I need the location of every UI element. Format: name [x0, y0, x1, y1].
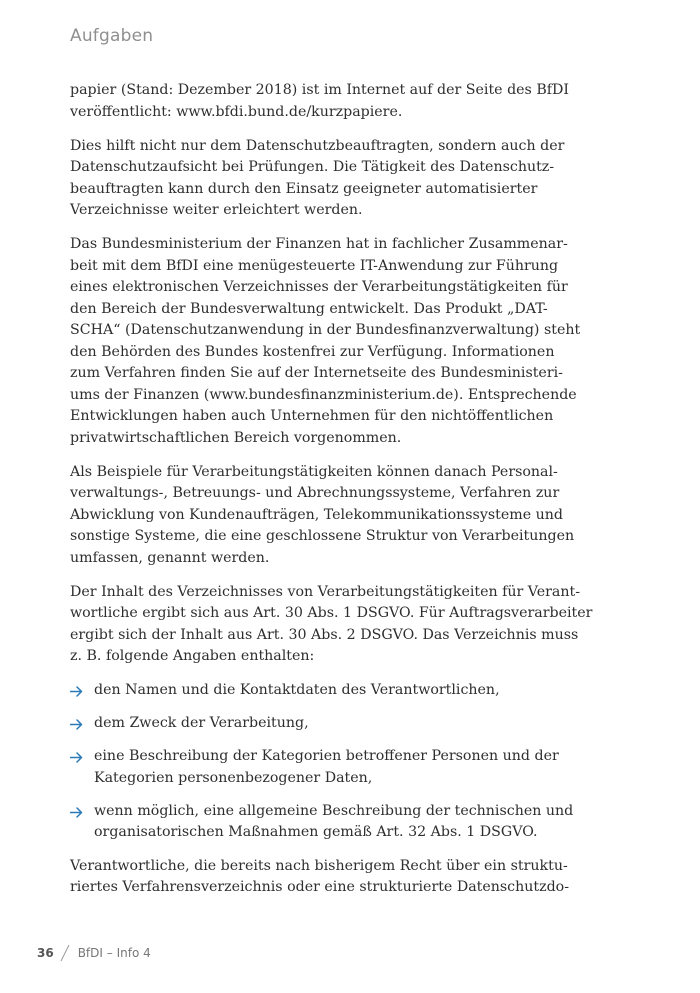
text-line: Entwicklungen haben auch Unternehmen für den nichtöffentlichen: [70, 408, 554, 424]
arrow-right-icon: [70, 752, 83, 763]
paragraph: [70, 856, 569, 899]
text-line: den Behörden des Bundes kostenfrei zur Verfügung. Informationen: [70, 343, 555, 360]
running-header: Aufgaben: [70, 26, 154, 46]
paragraph: [70, 136, 565, 222]
list-item: [70, 680, 548, 702]
arrow-right-icon: [70, 719, 83, 730]
text-line: Dies hilft nicht nur dem Datenschutzbeauftragten, sondern auch der: [70, 137, 565, 154]
text-line: eine Beschreibung der Kategorien betroffener Personen und der: [94, 748, 559, 764]
bullet-list: [70, 680, 574, 844]
text-line: wortliche ergibt sich aus Art. 30 Abs. 1 DSGVO. Für Auftragsverarbeiter: [70, 605, 593, 621]
paragraph: [70, 234, 581, 449]
body-text: [70, 80, 593, 911]
slash-divider-icon: [58, 944, 72, 962]
paragraph: [70, 462, 575, 570]
text-line: den Bereich der Bundesverwaltung entwickelt. Das Produkt „DAT-: [70, 300, 548, 317]
text-line: ergibt sich der Inhalt aus Art. 30 Abs. 2 DSGVO. Das Verzeichnis muss: [70, 626, 579, 643]
paragraph: [70, 80, 569, 123]
text-line: Abwicklung von Kundenaufträgen, Telekommunikationssysteme und: [70, 506, 563, 523]
text-line: privatwirtschaftlichen Bereich vorgenommen.: [70, 429, 402, 446]
arrow-right-icon: [70, 807, 83, 818]
paragraph: [70, 582, 593, 668]
text-line: z. B. folgende Angaben enthalten:: [70, 648, 315, 664]
text-line: beauftragten kann durch den Einsatz geeigneter automatisierter: [70, 180, 538, 197]
list-item: [70, 746, 559, 789]
list-item: [70, 801, 574, 844]
text-line: riertes Verfahrensverzeichnis oder eine strukturierte Datenschutzdo-: [70, 879, 569, 895]
text-line: Datenschutzaufsicht bei Prüfungen. Die Tätigkeit des Datenschutz-: [70, 159, 555, 175]
text-line: Verzeichnisse weiter erleichtert werden.: [70, 202, 363, 218]
text-line: wenn möglich, eine allgemeine Beschreibung der technischen und: [94, 802, 574, 819]
publication-title: BfDI – Info 4: [77, 946, 151, 960]
text-line: verwaltungs-, Betreuungs- und Abrechnungssysteme, Verfahren zur: [70, 485, 560, 501]
text-line: zum Verfahren finden Sie auf der Internetseite des Bundesministeri-: [70, 365, 563, 381]
text-line: papier (Stand: Dezember 2018) ist im Internet auf der Seite des BfDI: [70, 82, 569, 98]
text-line: ums der Finanzen (www.bundesfinanzministerium.de). Entsprechende: [70, 386, 577, 403]
text-line: Der Inhalt des Verzeichnisses von Verarbeitungstätigkeiten für Verant-: [70, 583, 581, 600]
page-footer: [37, 944, 151, 962]
arrow-right-icon: [70, 686, 83, 697]
text-line: Verantwortliche, die bereits nach bisherigem Recht über ein struktu-: [70, 857, 568, 874]
text-line: sonstige Systeme, die eine geschlossene Struktur von Verarbeitungen: [70, 528, 575, 544]
text-line: veröffentlicht: www.bfdi.bund.de/kurzpapiere.: [70, 103, 403, 120]
text-line: Das Bundesministerium der Finanzen hat in fachlicher Zusammenar-: [70, 236, 568, 252]
text-line: Kategorien personenbezogener Daten,: [94, 769, 373, 786]
text-line: umfassen, genannt werden.: [70, 549, 270, 566]
text-line: eines elektronischen Verzeichnisses der Verarbeitungstätigkeiten für: [70, 279, 568, 295]
page-number: 36: [37, 946, 54, 960]
text-line: SCHA“ (Datenschutzanwendung in der Bundesfinanzverwaltung) steht: [70, 322, 581, 338]
text-line: beit mit dem BfDI eine menügesteuerte IT-Anwendung zur Führung: [70, 257, 559, 274]
list-item: [70, 713, 548, 735]
text-line: organisatorischen Maßnahmen gemäß Art. 32 Abs. 1 DSGVO.: [94, 824, 538, 840]
text-line: dem Zweck der Verarbeitung,: [94, 715, 309, 731]
text-line: Als Beispiele für Verarbeitungstätigkeiten können danach Personal-: [70, 463, 558, 480]
text-line: den Namen und die Kontaktdaten des Verantwortlichen,: [94, 682, 500, 698]
